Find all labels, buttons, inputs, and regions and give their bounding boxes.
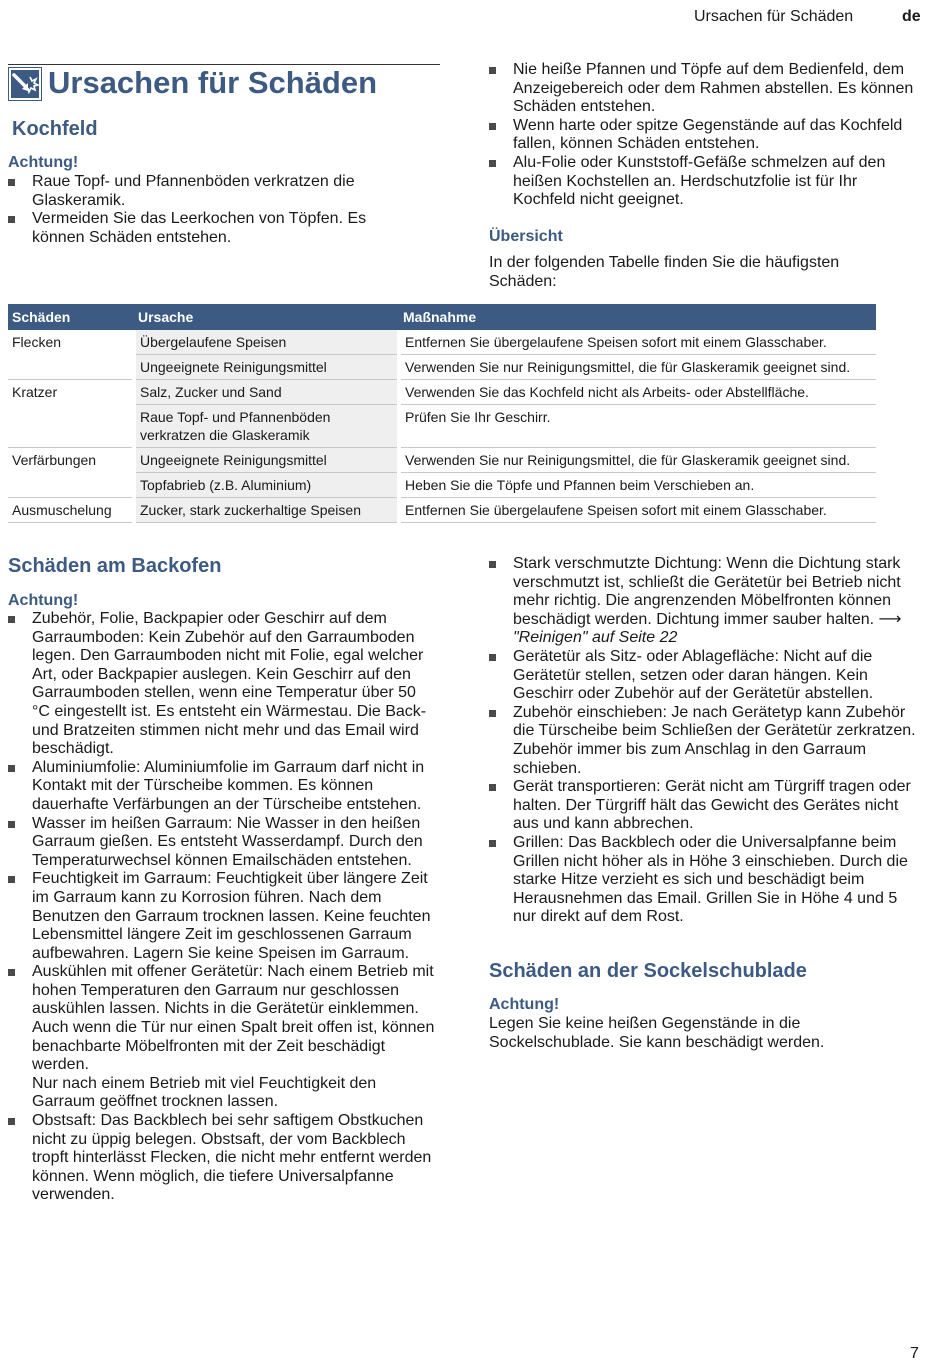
table-row — [8, 498, 876, 523]
list-item: Obstsaft: Das Backblech bei sehr saftigem Obstkuchen nicht zu üppig belegen. Obstsaft, der vom Backblech tropft hinterlässt Flecken, die nicht mehr entfernt werden können. Wenn möglich, die tiefere Universalpfanne verwenden. — [8, 1112, 438, 1205]
bullet-square-icon — [489, 67, 496, 74]
bullet-square-icon — [8, 969, 15, 976]
cause-cell: Übergelaufene Speisen — [134, 330, 399, 355]
cause-cell: Raue Topf- und Pfannenböden verkratzen die Glaskeramik — [134, 405, 399, 448]
list-item: Alu-Folie oder Kunststoff-Gefäße schmelzen auf den heißen Kochstellen an. Herdschutzfolie ist für Ihr Kochfeld nicht geeignet. — [489, 154, 921, 210]
action-cell: Prüfen Sie Ihr Geschirr. — [399, 405, 876, 448]
kochfeld-heading: Kochfeld — [12, 118, 98, 140]
list-item: Zubehör einschieben: Je nach Gerätetyp kann Zubehör die Türscheibe beim Schließen der Gerätetür zerkratzen. Zubehör immer bis zum Anschlag in den Garraum schieben. — [489, 704, 917, 778]
cause-cell: Ungeeignete Reinigungsmittel — [134, 448, 399, 473]
sockel-text: Legen Sie keine heißen Gegenstände in die Sockelschublade. Sie kann beschädigt werden. — [489, 1015, 825, 1051]
damage-cell: Kratzer — [8, 380, 134, 405]
bullet-square-icon — [8, 765, 15, 772]
bullet-square-icon — [8, 821, 15, 828]
damage-cell — [8, 355, 134, 380]
action-cell: Entfernen Sie übergelaufene Speisen sofort mit einem Glasschaber. — [399, 498, 876, 523]
extra-line: Nur nach einem Betrieb mit viel Feuchtigkeit den Garraum geöffnet trocknen lassen. — [32, 1074, 377, 1111]
action-cell: Entfernen Sie übergelaufene Speisen sofort mit einem Glasschaber. — [399, 330, 876, 355]
table-row — [8, 448, 876, 473]
bullet-square-icon — [8, 616, 15, 623]
list-item: Grillen: Das Backblech oder die Universalpfanne beim Grillen nicht höher als in Höhe 3 einschieben. Durch die starke Hitze verzieht es sich und beschädigt beim Herausnehmen das Email. Grillen Sie in Höhe 4 und 5 nur direkt auf dem Rost. — [489, 834, 917, 927]
overview-text: In der folgenden Tabelle finden Sie die häufigsten Schäden: — [489, 254, 840, 290]
kochfeld-warning: Achtung! — [8, 154, 79, 171]
page-title: Ursachen für Schäden — [48, 65, 378, 100]
damage-table — [8, 304, 876, 523]
page-number: 7 — [910, 1345, 919, 1362]
bullet-square-icon — [8, 1118, 15, 1125]
bullet-square-icon — [8, 216, 15, 223]
bullet-square-icon — [489, 654, 496, 661]
backofen-bullets-right — [489, 555, 917, 927]
table-header-cause: Ursache — [134, 304, 399, 330]
list-item: Raue Topf- und Pfannenböden verkratzen die Glaskeramik. — [8, 173, 418, 210]
overview-heading: Übersicht — [489, 228, 563, 245]
list-item: Gerätetür als Sitz- oder Ablagefläche: Nicht auf die Gerätetür stellen, setzen oder daran hängen. Kein Geschirr oder Zubehör auf der Gerätetür abstellen. — [489, 648, 917, 704]
list-item: Aluminiumfolie: Aluminiumfolie im Garraum darf nicht in Kontakt mit der Türscheibe kommen. Es können dauerhafte Verfärbungen an der Türscheibe entstehen. — [8, 759, 438, 815]
table-row — [8, 330, 876, 355]
table-header-action: Maßnahme — [399, 304, 876, 330]
action-cell: Heben Sie die Töpfe und Pfannen beim Verschieben an. — [399, 473, 876, 498]
bullet-square-icon — [8, 876, 15, 883]
action-cell: Verwenden Sie das Kochfeld nicht als Arbeits- oder Abstellfläche. — [399, 380, 876, 405]
table-header-damage: Schäden — [8, 304, 134, 330]
damage-cell: Verfärbungen — [8, 448, 134, 473]
damage-cell: Flecken — [8, 330, 134, 355]
list-item: Wenn harte oder spitze Gegenstände auf das Kochfeld fallen, können Schäden entstehen. — [489, 117, 921, 154]
cause-cell: Salz, Zucker und Sand — [134, 380, 399, 405]
table-row — [8, 380, 876, 405]
list-item: Feuchtigkeit im Garraum: Feuchtigkeit über längere Zeit im Garraum kann zu Korrosion führen. Nach dem Benutzen den Garraum trocknen lassen. Keine feuchten Lebensmittel längere Zeit im geschlossenen Garraum aufbewahren. Lagern Sie keine Speisen im Garraum. — [8, 870, 438, 963]
cause-cell: Topfabrieb (z.B. Aluminium) — [134, 473, 399, 498]
backofen-bullets-left — [8, 610, 438, 1205]
list-item: Zubehör, Folie, Backpapier oder Geschirr auf dem Garraumboden: Kein Zubehör auf den Garraumboden legen. Den Garraumboden nicht mit Folie, egal welcher Art, oder Backpapier auslegen. Kein Geschirr auf den Garraumboden stellen, wenn eine Temperatur über 50 °C eingestellt ist. Es entsteht ein Wärmestau. Die Back- und Bratzeiten stimmen nicht mehr und das Email wird beschädigt. — [8, 610, 438, 759]
running-header-title: Ursachen für Schäden — [694, 8, 854, 25]
table-header-row — [8, 304, 876, 330]
action-cell: Verwenden Sie nur Reinigungsmittel, die für Glaskeramik geeignet sind. — [399, 355, 876, 380]
language-code: de — [902, 8, 921, 25]
bullet-square-icon — [489, 561, 496, 568]
damage-cell — [8, 473, 134, 498]
bullet-square-icon — [489, 840, 496, 847]
action-cell: Verwenden Sie nur Reinigungsmittel, die für Glaskeramik geeignet sind. — [399, 448, 876, 473]
arrow-right-icon: ⟶ — [878, 610, 902, 628]
main-title-block — [8, 64, 440, 101]
cause-cell: Ungeeignete Reinigungsmittel — [134, 355, 399, 380]
bullet-square-icon — [8, 179, 15, 186]
bullet-square-icon — [489, 710, 496, 717]
table-row — [8, 473, 876, 498]
list-item: Nie heiße Pfannen und Töpfe auf dem Bedienfeld, dem Anzeigebereich oder dem Rahmen abstellen. Es können Schäden entstehen. — [489, 61, 921, 117]
backofen-heading: Schäden am Backofen — [8, 555, 222, 577]
sockel-heading: Schäden an der Sockelschublade — [489, 960, 807, 982]
list-item: Auskühlen mit offener Gerätetür: Nach einem Betrieb mit hohen Temperaturen den Garraum nur geschlossen auskühlen lassen. Nichts in die Gerätetür einklemmen. Auch wenn die Tür nur einen Spalt breit offen ist, können benachbarte Möbelfronten mit der Zeit beschädigt werden. Nur nach einem Betrieb mit viel Feuchtigkeit den Garraum geöffnet trocknen lassen. — [8, 963, 438, 1112]
table-row — [8, 405, 876, 448]
damage-cell — [8, 405, 134, 448]
damage-cell: Ausmuschelung — [8, 498, 134, 523]
damage-warning-icon — [8, 67, 42, 101]
bullet-square-icon — [489, 160, 496, 167]
cross-reference-link[interactable]: "Reinigen" auf Seite 22 — [513, 629, 678, 647]
list-item: Wasser im heißen Garraum: Nie Wasser in den heißen Garraum gießen. Es entsteht Wasserdampf. Durch den Temperaturwechsel können Emailschäden entstehen. — [8, 815, 438, 871]
backofen-warning: Achtung! — [8, 592, 79, 609]
table-row — [8, 355, 876, 380]
cause-cell: Zucker, stark zuckerhaltige Speisen — [134, 498, 399, 523]
list-item: Vermeiden Sie das Leerkochen von Töpfen. Es können Schäden entstehen. — [8, 210, 418, 247]
bullet-square-icon — [489, 123, 496, 130]
sockel-warning: Achtung! — [489, 996, 560, 1013]
kochfeld-bullets-right — [489, 61, 921, 210]
list-item: Gerät transportieren: Gerät nicht am Türgriff tragen oder halten. Der Türgriff hält das Gewicht des Gerätes nicht aus und kann abbrechen. — [489, 778, 917, 834]
kochfeld-bullets-left — [8, 173, 418, 247]
bullet-square-icon — [489, 784, 496, 791]
list-item: Stark verschmutzte Dichtung: Wenn die Dichtung stark verschmutzt ist, schließt die Gerätetür bei Betrieb nicht mehr richtig. Die angrenzenden Möbelfronten können beschädigt werden. Dichtung immer sauber halten. ⟶ "Reinigen" auf Seite 22 — [489, 555, 917, 648]
